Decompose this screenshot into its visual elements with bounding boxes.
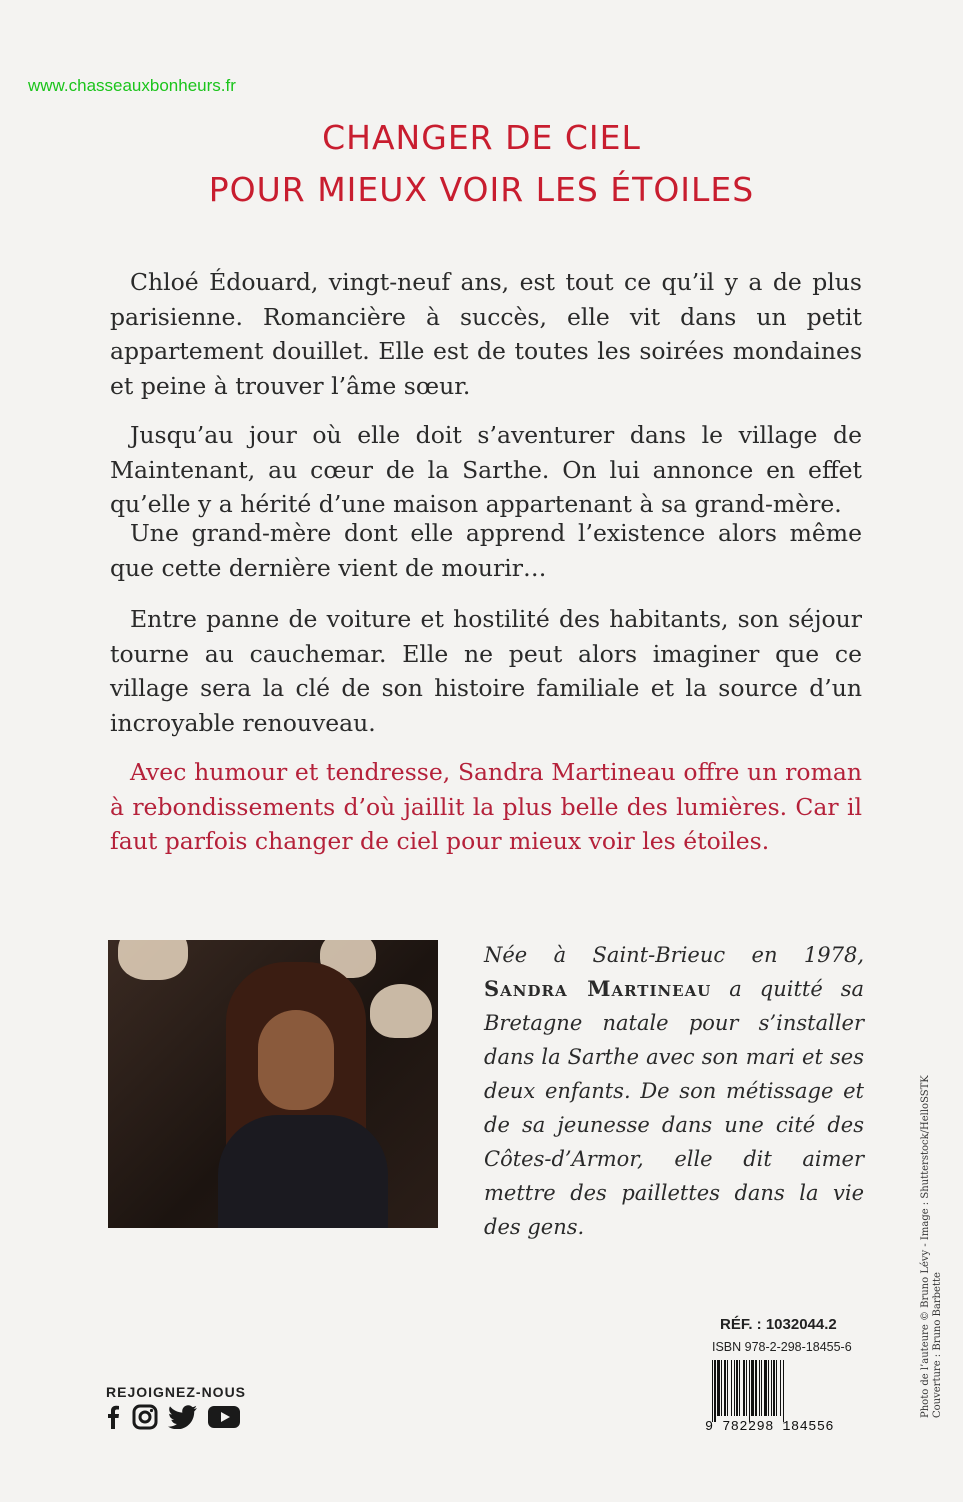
bio-prefix: Née à Saint-Brieuc en 1978, (484, 943, 864, 967)
blurb-text-1: Chloé Édouard, vingt-neuf ans, est tout ce qu’il y a de plus parisienne. Romancière à succès, elle vit dans un petit appartement douillet. Elle est de toutes les soirées mondaines et peine à trouver l’âme sœur. (110, 268, 862, 400)
blurb-text-4: Entre panne de voiture et hostilité des habitants, son séjour tourne au cauchemar. Elle ne peut alors imaginer que ce village sera la clé de son histoire familiale et la source d’un incroyable renouveau. (110, 605, 862, 737)
blurb-paragraph-2 (110, 418, 862, 522)
image-credits (920, 1075, 944, 1418)
reference-number: RÉF. : 1032044.2 (720, 1316, 837, 1333)
blurb-paragraph-1 (110, 265, 862, 403)
youtube-icon[interactable] (208, 1405, 240, 1429)
author-photo (108, 940, 438, 1228)
blurb-text-5: Avec humour et tendresse, Sandra Martineau offre un roman à rebondissements d’où jaillit la plus belle des lumières. Car il faut parfois changer de ciel pour mieux voir les étoiles. (110, 758, 862, 855)
credits-line-1: Photo de l’auteure © Bruno Lévy - Image : Shutterstock/HelloSSTK (920, 1075, 931, 1418)
author-bio (484, 938, 864, 1244)
barcode (710, 1360, 870, 1422)
author-body (218, 1115, 388, 1228)
bio-text: a quitté sa Bretagne natale pour s’installer dans la Sarthe avec son mari et ses deux enfants. De son métissage et de sa jeunesse dans une cité des Côtes-d’Armor, elle dit aimer mettre des paillettes dans la vie des gens. (484, 977, 864, 1239)
twitter-icon[interactable] (168, 1405, 198, 1429)
social-links (104, 1404, 240, 1430)
blurb-text-3: Une grand-mère dont elle apprend l’existence alors même que cette dernière vient de mourir… (110, 519, 862, 582)
title-line-1: CHANGER DE CIEL (322, 118, 641, 157)
blurb-paragraph-4 (110, 602, 862, 740)
lamp-shape (370, 984, 432, 1038)
join-us-label: REJOIGNEZ-NOUS (106, 1384, 247, 1400)
title-line-2: POUR MIEUX VOIR LES ÉTOILES (208, 170, 755, 209)
book-title (0, 112, 963, 216)
blurb-paragraph-5 (110, 755, 862, 859)
credits-line-2: Couverture : Bruno Barbette (932, 1272, 943, 1418)
isbn-number: ISBN 978-2-298-18455-6 (712, 1340, 852, 1354)
blurb-paragraph-3 (110, 516, 862, 585)
barcode-number: 9 782298 184556 (705, 1420, 835, 1435)
instagram-icon[interactable] (132, 1404, 158, 1430)
facebook-icon[interactable] (104, 1405, 122, 1429)
author-face (258, 1010, 334, 1110)
watermark-url: www.chasseauxbonheurs.fr (28, 76, 236, 95)
blurb-text-2: Jusqu’au jour où elle doit s’aventurer dans le village de Maintenant, au cœur de la Sarthe. On lui annonce en effet qu’elle y a hérité d’une maison appartenant à sa grand-mère. (110, 421, 862, 518)
bio-author-name: Sandra Martineau (484, 976, 712, 1001)
lamp-shape (118, 940, 188, 980)
